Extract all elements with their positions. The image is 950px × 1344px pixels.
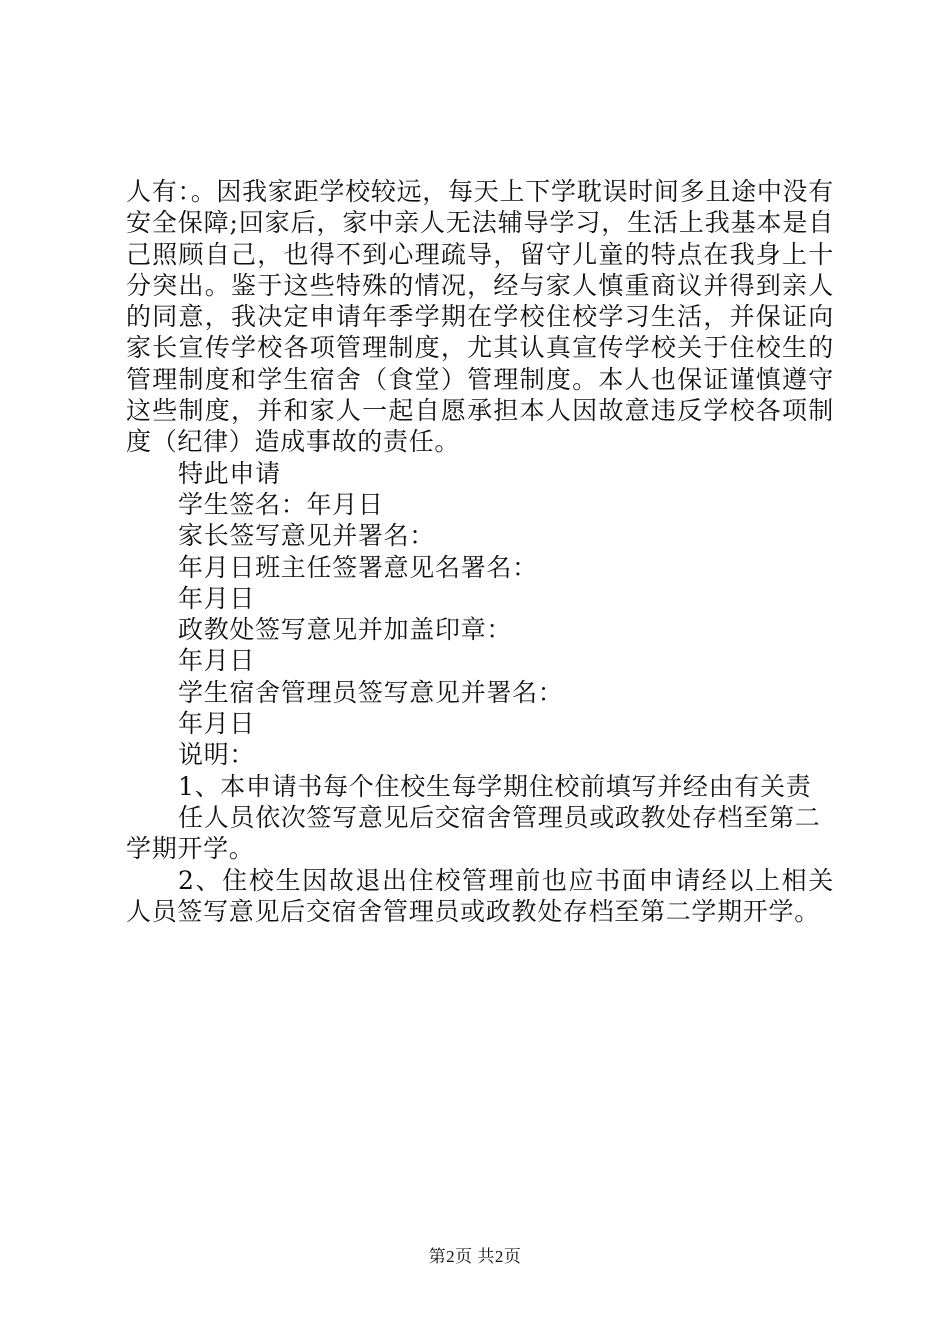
note-2: 2、住校生因故退出住校管理前也应书面申请经以上相关人员签写意见后交宿舍管理员或政教处存档至第二学期开学。 xyxy=(126,865,834,926)
date-line: 年月日 xyxy=(178,583,256,613)
document-body xyxy=(126,176,834,927)
dorm-manager-opinion-line: 学生宿舍管理员签写意见并署名： xyxy=(178,677,564,707)
date-line: 年月日 xyxy=(178,709,256,739)
note-1-line-1: 1、本申请书每个住校生每学期住校前填写并经由有关责 xyxy=(178,771,812,801)
notes-heading: 说明： xyxy=(178,740,256,770)
date-line: 年月日 xyxy=(178,646,256,676)
closing-line: 特此申请 xyxy=(178,458,281,488)
head-teacher-opinion-line: 年月日班主任签署意见名署名： xyxy=(178,552,538,582)
student-signature-line: 学生签名：年月日 xyxy=(178,489,384,519)
page-footer: 第2页 共2页 xyxy=(428,1247,522,1266)
main-paragraph: 人有：。因我家距学校较远，每天上下学耽误时间多且途中没有安全保障;回家后，家中亲人无法辅导学习，生活上我基本是自己照顾自己，也得不到心理疏导，留守儿童的特点在我身上十分突出。鉴于这些特殊的情况，经与家人慎重商议并得到亲人的同意，我决定申请年季学期在学校住校学习生活，并保证向家长宣传学校各项管理制度，尤其认真宣传学校关于住校生的管理制度和学生宿舍（食堂）管理制度。本人也保证谨慎遵守这些制度，并和家人一起自愿承担本人因故意违反学校各项制度（纪律）造成事故的责任。 xyxy=(126,177,834,457)
parent-opinion-line: 家长签写意见并署名： xyxy=(178,521,436,551)
political-office-opinion-line: 政教处签写意见并加盖印章： xyxy=(178,615,513,645)
note-1-line-3: 学期开学。 xyxy=(126,834,255,864)
note-1-line-2: 任人员依次签写意见后交宿舍管理员或政教处存档至第二 xyxy=(178,802,821,832)
